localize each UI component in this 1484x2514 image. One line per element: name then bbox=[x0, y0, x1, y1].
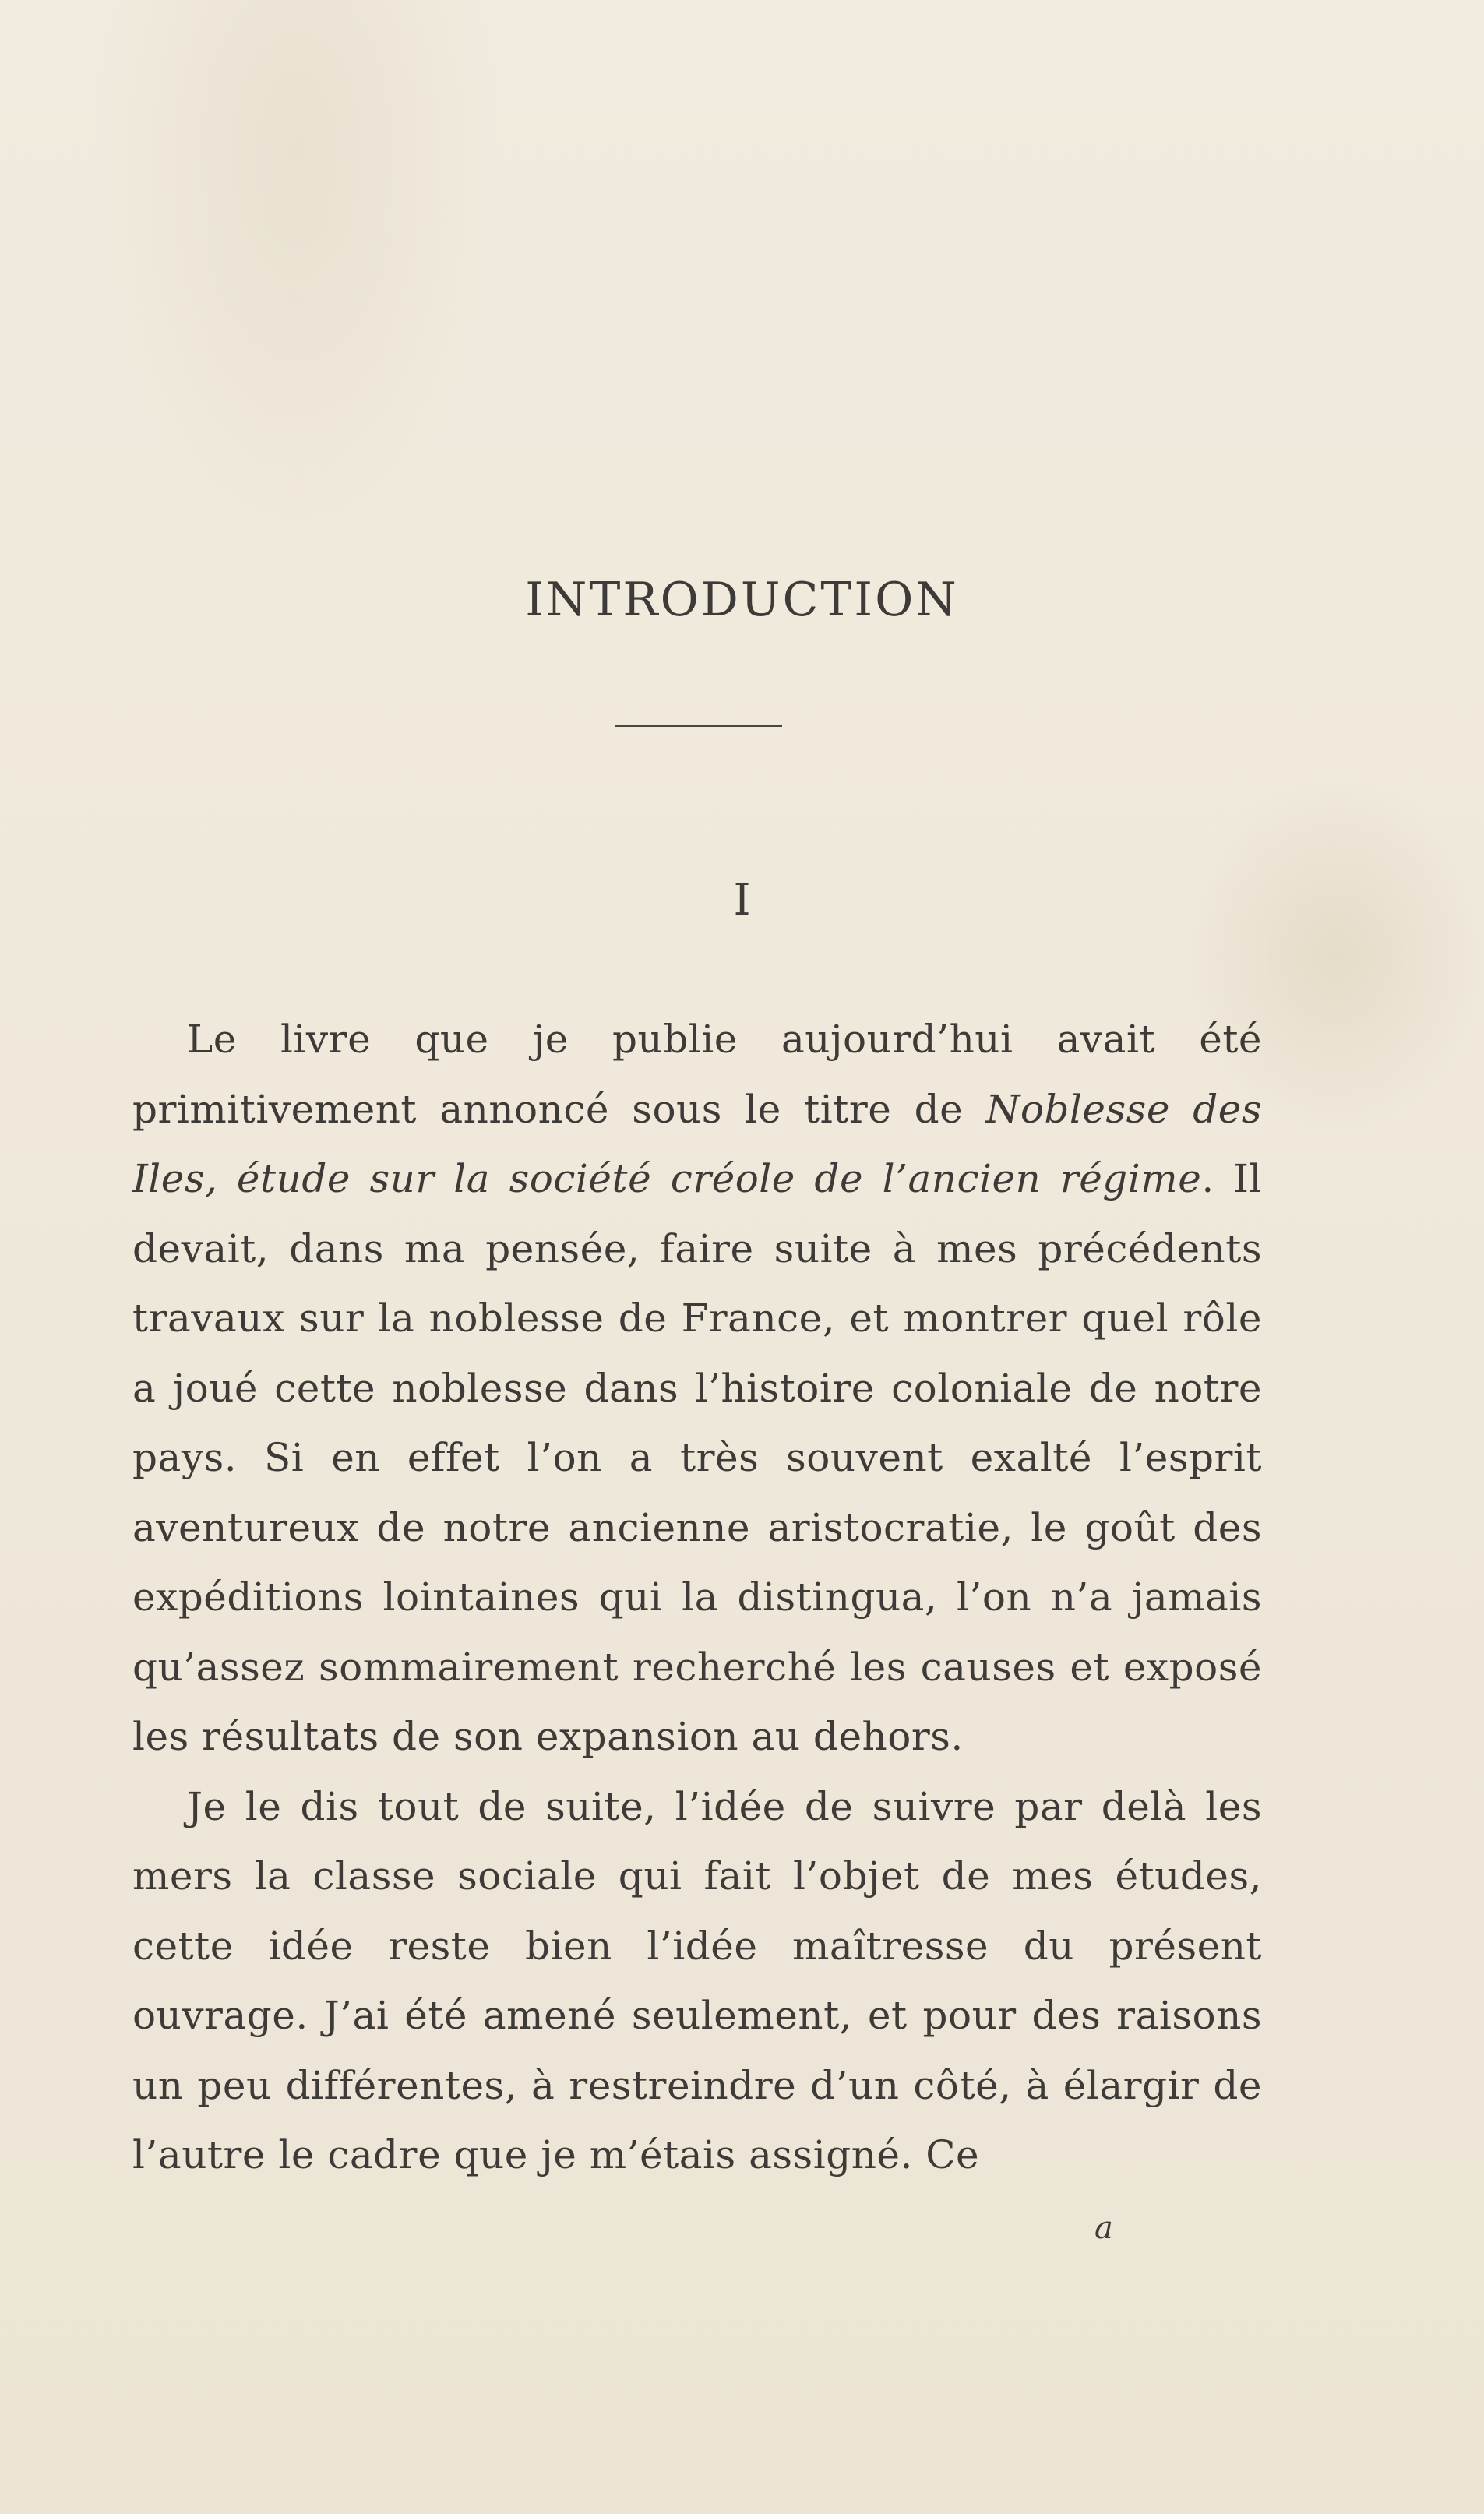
paragraph-1 bbox=[132, 1005, 1262, 1772]
signature-mark: a bbox=[1094, 2210, 1113, 2246]
paragraph-2 bbox=[132, 1772, 1262, 2191]
page-title: INTRODUCTION bbox=[525, 573, 959, 627]
paragraph-2-part-1: Je le dis tout de suite, l’idée de suivre par delà les mers la classe sociale qui fait l’objet de mes études, cette idée reste bien l’idée maîtresse du présent ouvrage. J’ai été amené seulement, et pour des raisons un peu différentes, à restreindre d’un côté, à élargir de l’autre le cadre que je m’étais assigné. Ce bbox=[132, 1783, 1262, 2177]
title-rule bbox=[615, 725, 782, 727]
body-text bbox=[132, 1005, 1262, 2191]
paragraph-1-part-1: Le livre que je publie aujourd’hui avait été primitivement annoncé sous le titre de bbox=[132, 1017, 1262, 1132]
section-number: I bbox=[733, 875, 751, 926]
paragraph-1-part-3: . Il devait, dans ma pensée, faire suite à mes précédents travaux sur la noblesse de France, et montrer quel rôle a joué cette noblesse dans l’histoire coloniale de notre pays. Si en effet l’on a très souvent exalté l’esprit aventureux de notre ancienne aristocratie, le goût des expéditions lointaines qui la distingua, l’on n’a jamais qu’assez sommairement recherché les causes et exposé les résultats de son expansion au dehors. bbox=[132, 1156, 1262, 1759]
book-title-italic: Noblesse des Iles, étude sur la société créole de l’ancien régime bbox=[132, 1086, 1262, 1201]
